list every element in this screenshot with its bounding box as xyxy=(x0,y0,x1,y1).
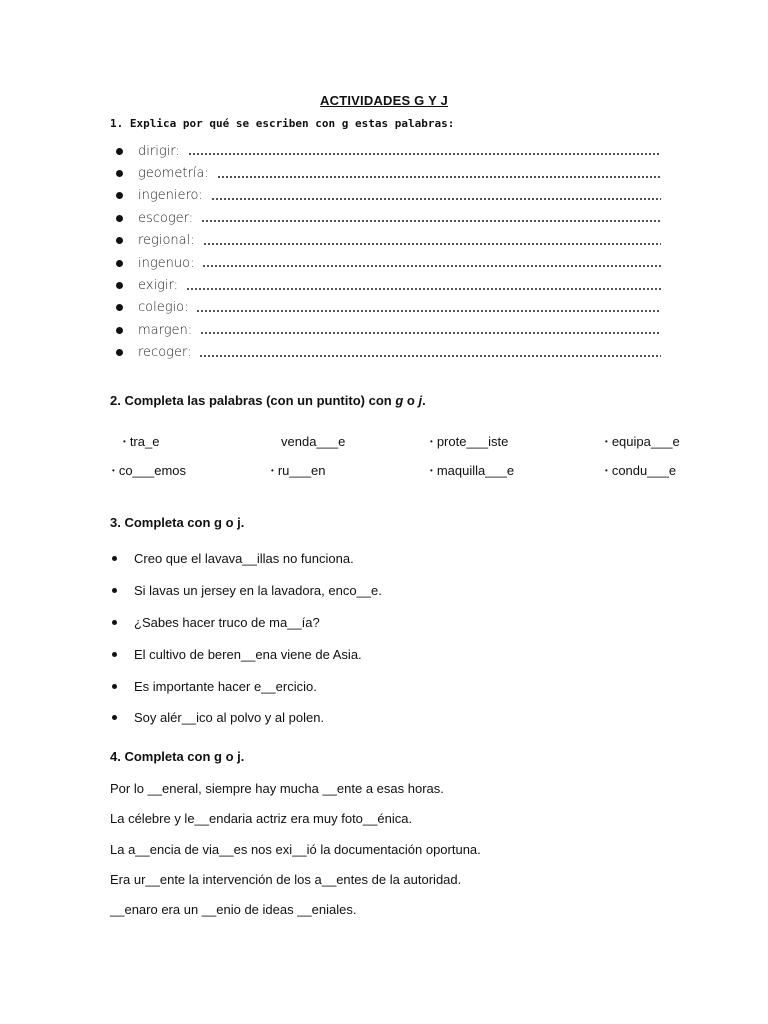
fill-word-text: prote___iste xyxy=(436,434,509,449)
page-title: ACTIVIDADES G Y J xyxy=(320,93,448,108)
answer-dotted-line[interactable] xyxy=(201,216,661,226)
sentence-line: La célebre y le__endaria actriz era muy foto__énica. xyxy=(110,811,413,827)
sentence-line: __enaro era un __enio de ideas __eniales. xyxy=(110,902,357,918)
sentence-line: Era ur__ente la intervención de los a__entes de la autoridad. xyxy=(110,871,462,887)
small-dot-icon: • xyxy=(112,466,115,475)
fill-word-text: tra_e xyxy=(129,434,160,449)
word-row xyxy=(116,207,661,229)
list-item xyxy=(110,607,382,639)
list-item-text: Creo que el lavava__illas no funciona. xyxy=(134,551,354,567)
fill-word-text: co___emos xyxy=(118,463,187,478)
word-label: exigir: xyxy=(138,278,178,294)
list-item xyxy=(110,638,382,670)
word-row xyxy=(116,230,661,252)
fill-word-text: maquilla___e xyxy=(436,463,515,478)
exercise2-row-1 xyxy=(0,434,768,450)
exercise4-heading: 4. Completa con g o j. xyxy=(110,749,245,764)
bullet-icon xyxy=(116,215,123,222)
bullet-icon xyxy=(116,327,123,334)
fill-word xyxy=(605,463,676,478)
word-row xyxy=(116,185,661,207)
list-item xyxy=(110,670,382,702)
bullet-icon xyxy=(116,304,123,311)
small-dot-icon: • xyxy=(605,466,608,475)
answer-dotted-line[interactable] xyxy=(217,172,661,182)
bullet-icon xyxy=(116,148,123,155)
word-label: regional: xyxy=(138,233,195,249)
answer-dotted-line[interactable] xyxy=(186,284,661,294)
bullet-icon xyxy=(112,620,117,625)
bullet-icon xyxy=(112,684,117,689)
word-row xyxy=(116,274,661,296)
exercise1-word-list xyxy=(116,140,661,364)
fill-word xyxy=(112,463,186,478)
word-label: escoger: xyxy=(138,210,194,226)
list-item-text: ¿Sabes hacer truco de ma__ía? xyxy=(134,614,320,630)
word-row xyxy=(116,140,661,162)
word-row xyxy=(116,252,661,274)
list-item xyxy=(110,575,382,607)
fill-word xyxy=(605,434,680,449)
list-item-text: Es importante hacer e__ercicio. xyxy=(134,678,317,694)
exercise3-list xyxy=(110,543,382,734)
word-label: ingeniero: xyxy=(138,188,203,204)
bullet-icon xyxy=(112,556,117,561)
fill-word xyxy=(430,434,508,449)
word-label: recoger: xyxy=(138,345,192,361)
word-row xyxy=(116,319,661,341)
answer-dotted-line[interactable] xyxy=(202,261,661,271)
answer-dotted-line[interactable] xyxy=(188,149,661,159)
answer-dotted-line[interactable] xyxy=(203,239,661,249)
word-label: ingenuo: xyxy=(138,255,195,271)
exercise2-row-2 xyxy=(0,463,768,479)
small-dot-icon: • xyxy=(605,437,608,446)
answer-dotted-line[interactable] xyxy=(211,194,661,204)
fill-word xyxy=(123,434,159,449)
small-dot-icon: • xyxy=(430,437,433,446)
list-item-text: Si lavas un jersey en la lavadora, enco__e. xyxy=(134,583,382,599)
word-label: geometría: xyxy=(138,166,209,182)
bullet-icon xyxy=(116,349,123,356)
word-row xyxy=(116,297,661,319)
fill-word xyxy=(271,463,326,478)
bullet-icon xyxy=(112,588,117,593)
bullet-icon xyxy=(116,170,123,177)
fill-word xyxy=(281,434,345,449)
small-dot-icon: • xyxy=(271,466,274,475)
sentence-line: La a__encia de via__es nos exi__ió la documentación oportuna. xyxy=(110,841,481,857)
exercise2-heading-prefix: 2. Completa las palabras (con un puntito) con xyxy=(110,393,396,408)
exercise4-lines xyxy=(110,781,481,932)
exercise2-heading xyxy=(110,393,426,408)
list-item-text: El cultivo de beren__ena viene de Asia. xyxy=(134,646,362,662)
exercise1-heading: 1. Explica por qué se escriben con g estas palabras: xyxy=(110,117,455,130)
exercise2-heading-j: j xyxy=(418,393,423,408)
word-label: colegio: xyxy=(138,300,189,316)
fill-word-text: venda___e xyxy=(281,434,346,449)
word-label: margen: xyxy=(138,322,193,338)
bullet-icon xyxy=(112,652,117,657)
exercise2-heading-suffix: . xyxy=(422,393,426,408)
exercise2-heading-g: g xyxy=(395,393,404,408)
bullet-icon xyxy=(116,260,123,267)
small-dot-icon: • xyxy=(123,437,126,446)
fill-word-text: condu___e xyxy=(611,463,677,478)
word-label: dirigir: xyxy=(138,143,180,159)
answer-dotted-line[interactable] xyxy=(199,351,661,361)
bullet-icon xyxy=(112,715,117,720)
sentence-line: Por lo __eneral, siempre hay mucha __ente a esas horas. xyxy=(110,781,444,796)
exercise2-heading-o: o xyxy=(403,393,419,408)
small-dot-icon: • xyxy=(430,466,433,475)
bullet-icon xyxy=(116,282,123,289)
list-item xyxy=(110,543,382,575)
fill-word-text: equipa___e xyxy=(611,434,680,449)
word-row xyxy=(116,162,661,184)
word-row xyxy=(116,342,661,364)
list-item xyxy=(110,702,382,734)
answer-dotted-line[interactable] xyxy=(200,328,661,338)
fill-word-text: ru___en xyxy=(277,463,326,478)
exercise3-heading: 3. Completa con g o j. xyxy=(110,515,245,530)
answer-dotted-line[interactable] xyxy=(196,306,661,316)
bullet-icon xyxy=(116,237,123,244)
fill-word xyxy=(430,463,514,478)
list-item-text: Soy alér__ico al polvo y al polen. xyxy=(134,710,325,726)
bullet-icon xyxy=(116,192,123,199)
